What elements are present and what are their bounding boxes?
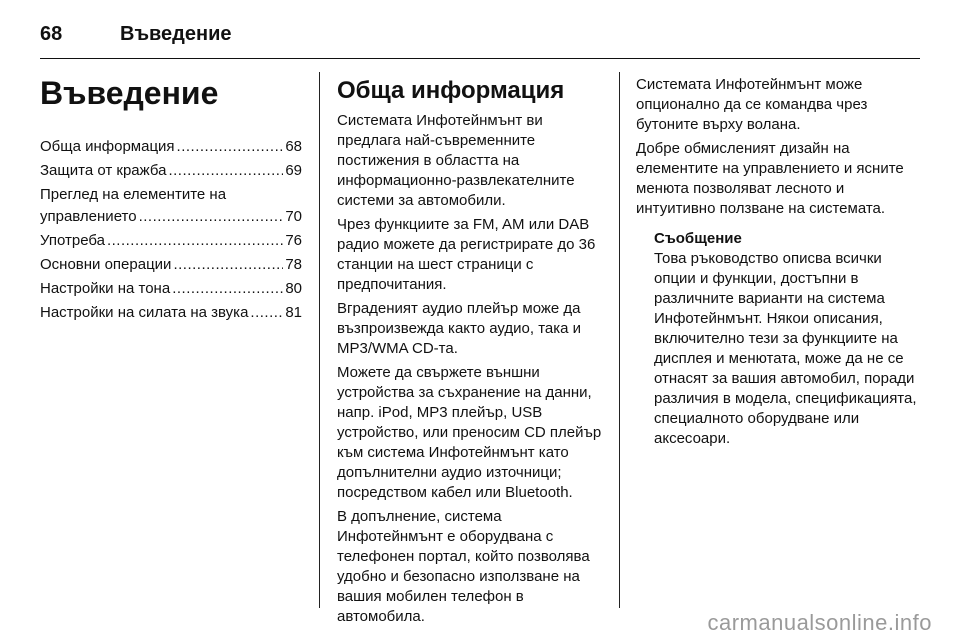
toc-leader	[168, 160, 283, 182]
content-column-right	[636, 66, 926, 453]
table-of-contents	[40, 136, 302, 324]
toc-item[interactable]	[40, 254, 302, 276]
toc-leader	[173, 254, 283, 276]
toc-item-label: управлението	[40, 208, 137, 225]
toc-leader	[177, 136, 284, 158]
column-divider	[319, 72, 320, 608]
toc-item-label: Обща информация	[40, 138, 175, 155]
header-divider	[40, 58, 920, 59]
toc-item[interactable]	[40, 136, 302, 158]
running-title: Въведение	[120, 22, 232, 45]
paragraph: Системата Инфотейнмънт може опционално да се командва чрез бутоните върху волана.	[636, 76, 868, 133]
watermark: carmanualsonline.info	[707, 610, 932, 635]
toc-item-page: 69	[285, 162, 302, 179]
note-box	[654, 229, 926, 449]
toc-item-label: Защита от кражба	[40, 162, 167, 179]
paragraph: В допълнение, система Инфотейнмънт е оборудвана с телефонен портал, който позволява удобно и безопасно използване на вашия мобилен телефон в автомобила.	[337, 508, 590, 625]
section-title: Обща информация	[337, 77, 565, 104]
page-number: 68	[40, 22, 63, 45]
toc-leader	[139, 206, 284, 228]
toc-item-label: Употреба	[40, 232, 105, 249]
toc-column	[40, 66, 302, 326]
toc-item-page: 68	[285, 138, 302, 155]
toc-item[interactable]	[40, 184, 302, 228]
note-title: Съобщение	[654, 230, 742, 247]
page-header	[40, 18, 920, 50]
toc-item-label: Основни операции	[40, 256, 172, 273]
toc-item-page: 81	[285, 304, 302, 321]
toc-leader	[172, 278, 283, 300]
toc-item-page: 78	[285, 256, 302, 273]
toc-item-label: Настройки на тона	[40, 280, 171, 297]
paragraph: Чрез функциите за FM, AM или DAB радио можете да регистрирате до 36 станции на шест страници с предпочитания.	[337, 216, 596, 293]
paragraph: Системата Инфотейнмънт ви предлага най-съвременните постижения в областта на информационно-развлекателните системи за автомобили.	[337, 112, 575, 209]
toc-item-label: Настройки на силата на звука	[40, 304, 249, 321]
paragraph: Вграденият аудио плейър може да възпроизвежда както аудио, така и MP3/WMA CD-та.	[337, 300, 582, 357]
toc-item[interactable]	[40, 278, 302, 300]
chapter-title: Въведение	[40, 75, 219, 111]
column-divider	[619, 72, 620, 608]
toc-item-page: 80	[285, 280, 302, 297]
note-text: Това ръководство описва всички опции и функции, достъпни в различните варианти на система Инфотейнмънт. Някои описания, включително тези за функциите на дисплея и менютата, може да не се отнасят за вашия автомобил, поради различия в модела, спецификацията, специалното оборудване или аксесоари.	[654, 250, 917, 447]
toc-leader	[107, 230, 283, 252]
paragraph: Добре обмисленият дизайн на елементите на управлението и ясните менюта позволяват лесното и интуитивно ползване на системата.	[636, 140, 904, 217]
toc-item-page: 76	[285, 232, 302, 249]
content-column-middle	[337, 66, 605, 631]
toc-item-label-line1: Преглед на елементите на	[40, 186, 227, 203]
toc-item[interactable]	[40, 160, 302, 182]
toc-item-page: 70	[285, 208, 302, 225]
toc-item[interactable]	[40, 230, 302, 252]
toc-leader	[250, 302, 283, 324]
toc-item[interactable]	[40, 302, 302, 324]
paragraph: Можете да свържете външни устройства за съхранение на данни, напр. iPod, MP3 плейър, USB устройство, или преносим CD плейър към система Инфотейнмънт като допълнителни аудио източници; посредством кабел или Bluetooth.	[337, 364, 602, 501]
